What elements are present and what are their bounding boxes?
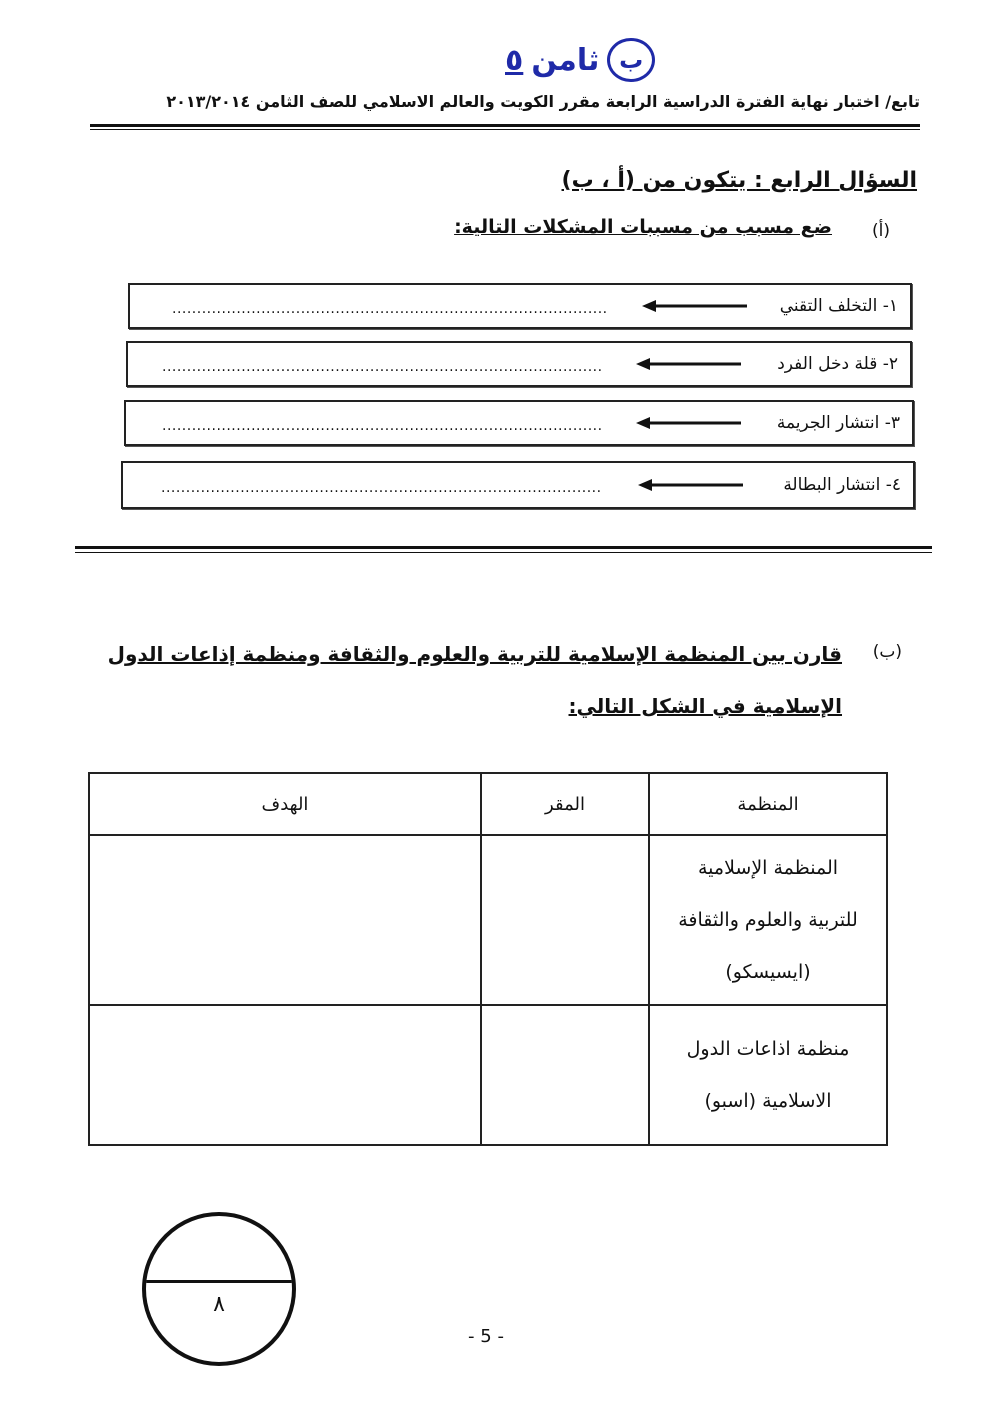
header-headquarters: المقر xyxy=(481,773,649,835)
left-arrow-icon xyxy=(636,416,741,430)
handwritten-class-label xyxy=(505,36,655,84)
table-header-row xyxy=(89,773,887,835)
part-b-instruction-text: قارن بين المنظمة الإسلامية للتربية والعلوم والثقافة ومنظمة إذاعات الدول الإسلامية في الشكل التالي: xyxy=(107,642,842,718)
answer-blank-1[interactable]: ........................................................................................ xyxy=(172,301,608,318)
section-divider xyxy=(75,546,932,549)
org-name-asbu xyxy=(649,1005,887,1145)
goal-answer-cell[interactable] xyxy=(89,835,481,1005)
grade-divider xyxy=(146,1280,292,1283)
header-goal: الهدف xyxy=(89,773,481,835)
header-organization: المنظمة xyxy=(649,773,887,835)
table-row xyxy=(89,1005,887,1145)
handwritten-grade-number: ٥ xyxy=(505,42,524,78)
question-4-title: السؤال الرابع : يتكون من (أ ، ب) xyxy=(561,168,917,193)
org-name-line: المنظمة الإسلامية xyxy=(697,857,839,879)
answer-blank-2[interactable]: ......................................................................................... xyxy=(162,359,603,376)
grade-circle xyxy=(142,1212,296,1366)
headquarters-answer-cell[interactable] xyxy=(481,1005,649,1145)
problem-label-2: ٢- قلة دخل الفرد xyxy=(777,354,898,374)
left-arrow-icon xyxy=(636,357,741,371)
section-divider-thin xyxy=(75,552,932,553)
answer-box-2 xyxy=(126,341,912,387)
left-arrow-icon xyxy=(638,478,743,492)
problem-label-4: ٤- انتشار البطالة xyxy=(783,475,901,495)
goal-answer-cell[interactable] xyxy=(89,1005,481,1145)
answer-blank-4[interactable]: ......................................................................................... xyxy=(161,480,602,497)
part-a-marker: (أ) xyxy=(872,221,890,241)
header-rule xyxy=(90,124,920,127)
headquarters-answer-cell[interactable] xyxy=(481,835,649,1005)
part-b-instruction xyxy=(82,628,842,732)
org-name-line: (ايسيسكو) xyxy=(725,961,811,983)
header-rule-thin xyxy=(90,129,920,130)
org-name-line: للتربية والعلوم والثقافة xyxy=(678,909,858,931)
org-name-line: منظمة اذاعات الدول xyxy=(686,1038,850,1060)
part-a-instruction: ضع مسبب من مسببات المشكلات التالية: xyxy=(454,216,832,238)
problem-label-3: ٣- انتشار الجريمة xyxy=(776,413,900,433)
left-arrow-icon xyxy=(642,299,747,313)
part-b-marker: (ب) xyxy=(872,642,902,662)
table-row xyxy=(89,835,887,1005)
answer-box-1 xyxy=(128,283,912,329)
circled-section-letter: ب xyxy=(607,38,655,82)
page-number: - 5 - xyxy=(468,1326,504,1347)
answer-blank-3[interactable]: ......................................................................................... xyxy=(162,418,603,435)
grade-total: ٨ xyxy=(213,1292,225,1317)
answer-box-3 xyxy=(124,400,914,446)
handwritten-grade-word: ثامن xyxy=(531,42,600,78)
org-name-isesco xyxy=(649,835,887,1005)
answer-box-4 xyxy=(121,461,915,509)
org-name-line: الاسلامية (اسبو) xyxy=(704,1090,832,1112)
problem-label-1: ١- التخلف التقني xyxy=(779,296,898,316)
comparison-table xyxy=(88,772,888,1146)
exam-header-title: تابع/ اختبار نهاية الفترة الدراسية الرابعة مقرر الكويت والعالم الاسلامي للصف الثامن ٢٠١٣/٢٠١٤ xyxy=(166,92,920,111)
